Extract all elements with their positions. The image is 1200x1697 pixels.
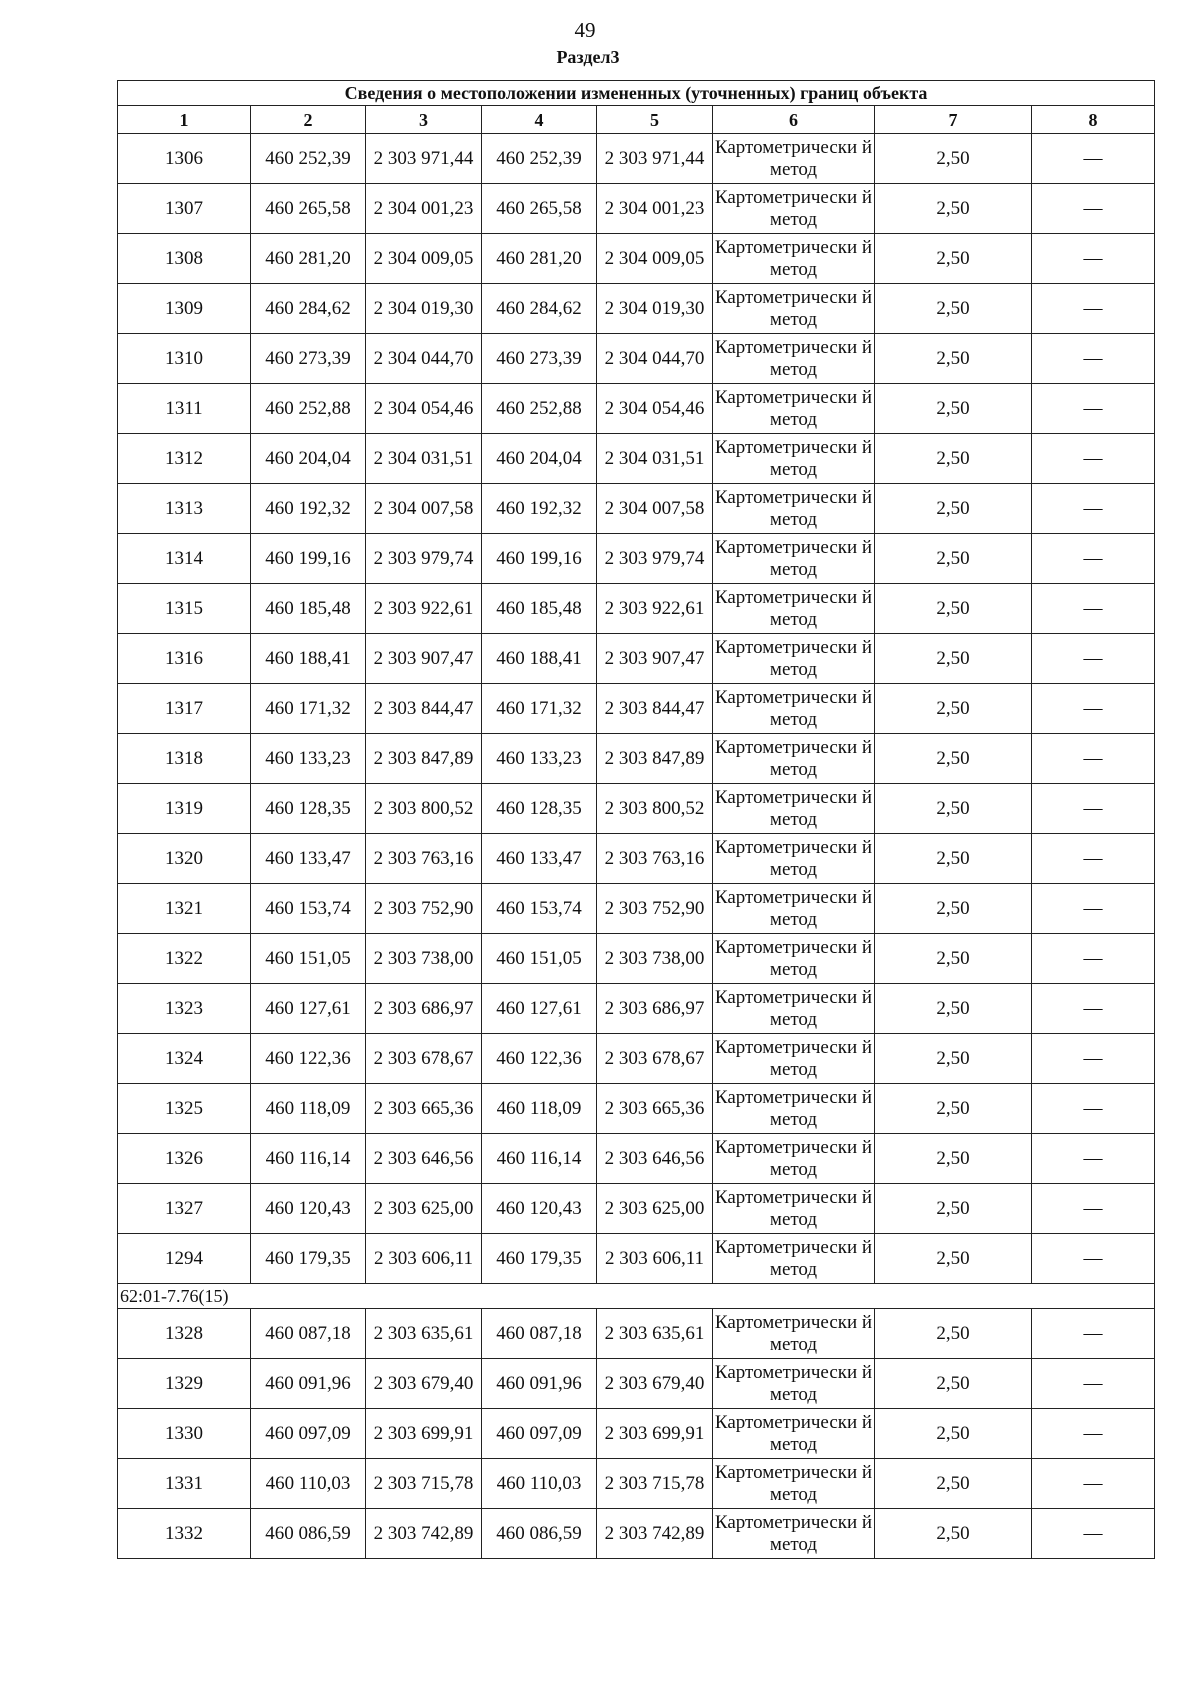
- table-row: [118, 284, 1155, 334]
- description-cell: —: [1032, 1309, 1155, 1359]
- point-number-cell: 1325: [118, 1084, 251, 1134]
- table-row: [118, 1359, 1155, 1409]
- old-x-cell: 460 128,35: [251, 784, 366, 834]
- point-number-cell: 1330: [118, 1409, 251, 1459]
- table-row: [118, 634, 1155, 684]
- accuracy-cell: 2,50: [875, 1234, 1032, 1284]
- table-row: [118, 134, 1155, 184]
- new-x-cell: 460 179,35: [482, 1234, 597, 1284]
- old-y-cell: 2 303 625,00: [366, 1184, 482, 1234]
- description-cell: —: [1032, 134, 1155, 184]
- old-x-cell: 460 116,14: [251, 1134, 366, 1184]
- accuracy-cell: 2,50: [875, 734, 1032, 784]
- accuracy-cell: 2,50: [875, 684, 1032, 734]
- table-body: [118, 81, 1155, 1559]
- method-cell: Картометрически й метод: [713, 134, 875, 184]
- method-cell: Картометрически й метод: [713, 234, 875, 284]
- accuracy-cell: 2,50: [875, 984, 1032, 1034]
- description-cell: —: [1032, 484, 1155, 534]
- description-cell: —: [1032, 1359, 1155, 1409]
- new-x-cell: 460 133,23: [482, 734, 597, 784]
- point-number-cell: 1329: [118, 1359, 251, 1409]
- description-cell: —: [1032, 784, 1155, 834]
- method-cell: Картометрически й метод: [713, 984, 875, 1034]
- accuracy-cell: 2,50: [875, 834, 1032, 884]
- description-cell: —: [1032, 934, 1155, 984]
- accuracy-cell: 2,50: [875, 534, 1032, 584]
- point-number-cell: 1322: [118, 934, 251, 984]
- old-x-cell: 460 265,58: [251, 184, 366, 234]
- method-cell: Картометрически й метод: [713, 884, 875, 934]
- old-y-cell: 2 303 635,61: [366, 1309, 482, 1359]
- old-x-cell: 460 133,23: [251, 734, 366, 784]
- old-y-cell: 2 303 665,36: [366, 1084, 482, 1134]
- table-row: [118, 734, 1155, 784]
- table-row: [118, 884, 1155, 934]
- method-cell: Картометрически й метод: [713, 1184, 875, 1234]
- table-row: [118, 784, 1155, 834]
- old-y-cell: 2 303 800,52: [366, 784, 482, 834]
- table-row: [118, 1134, 1155, 1184]
- old-x-cell: 460 110,03: [251, 1459, 366, 1509]
- table-row: [118, 234, 1155, 284]
- new-y-cell: 2 303 646,56: [597, 1134, 713, 1184]
- old-y-cell: 2 304 044,70: [366, 334, 482, 384]
- old-x-cell: 460 273,39: [251, 334, 366, 384]
- method-cell: Картометрически й метод: [713, 734, 875, 784]
- column-header: 3: [366, 106, 482, 134]
- method-cell: Картометрически й метод: [713, 434, 875, 484]
- column-header: 4: [482, 106, 597, 134]
- new-x-cell: 460 273,39: [482, 334, 597, 384]
- old-y-cell: 2 303 715,78: [366, 1459, 482, 1509]
- method-cell: Картометрически й метод: [713, 384, 875, 434]
- old-x-cell: 460 252,88: [251, 384, 366, 434]
- point-number-cell: 1310: [118, 334, 251, 384]
- old-y-cell: 2 303 678,67: [366, 1034, 482, 1084]
- description-cell: —: [1032, 984, 1155, 1034]
- section-title: Раздел3: [556, 47, 620, 67]
- new-x-cell: 460 151,05: [482, 934, 597, 984]
- point-number-cell: 1294: [118, 1234, 251, 1284]
- point-number-cell: 1324: [118, 1034, 251, 1084]
- accuracy-cell: 2,50: [875, 484, 1032, 534]
- new-y-cell: 2 303 699,91: [597, 1409, 713, 1459]
- new-x-cell: 460 188,41: [482, 634, 597, 684]
- old-x-cell: 460 087,18: [251, 1309, 366, 1359]
- method-cell: Картометрически й метод: [713, 834, 875, 884]
- table-row: [118, 1184, 1155, 1234]
- new-y-cell: 2 304 001,23: [597, 184, 713, 234]
- column-header: 1: [118, 106, 251, 134]
- accuracy-cell: 2,50: [875, 634, 1032, 684]
- old-x-cell: 460 091,96: [251, 1359, 366, 1409]
- new-x-cell: 460 284,62: [482, 284, 597, 334]
- accuracy-cell: 2,50: [875, 1084, 1032, 1134]
- new-y-cell: 2 303 752,90: [597, 884, 713, 934]
- new-x-cell: 460 204,04: [482, 434, 597, 484]
- method-cell: Картометрически й метод: [713, 1359, 875, 1409]
- table-row: [118, 584, 1155, 634]
- point-number-cell: 1308: [118, 234, 251, 284]
- method-cell: Картометрически й метод: [713, 1459, 875, 1509]
- new-y-cell: 2 303 922,61: [597, 584, 713, 634]
- method-cell: Картометрически й метод: [713, 534, 875, 584]
- old-y-cell: 2 303 738,00: [366, 934, 482, 984]
- accuracy-cell: 2,50: [875, 1309, 1032, 1359]
- parcel-label-row: [118, 1284, 1155, 1309]
- table-row: [118, 484, 1155, 534]
- method-cell: Картометрически й метод: [713, 934, 875, 984]
- new-x-cell: 460 120,43: [482, 1184, 597, 1234]
- old-y-cell: 2 303 979,74: [366, 534, 482, 584]
- method-cell: Картометрически й метод: [713, 334, 875, 384]
- method-cell: Картометрически й метод: [713, 1509, 875, 1559]
- new-y-cell: 2 303 800,52: [597, 784, 713, 834]
- column-header: 5: [597, 106, 713, 134]
- method-cell: Картометрически й метод: [713, 484, 875, 534]
- old-x-cell: 460 252,39: [251, 134, 366, 184]
- table-caption: Сведения о местоположении измененных (уточненных) границ объекта: [118, 81, 1155, 106]
- point-number-cell: 1313: [118, 484, 251, 534]
- point-number-cell: 1327: [118, 1184, 251, 1234]
- description-cell: —: [1032, 534, 1155, 584]
- accuracy-cell: 2,50: [875, 1459, 1032, 1509]
- accuracy-cell: 2,50: [875, 1409, 1032, 1459]
- description-cell: —: [1032, 184, 1155, 234]
- table-row: [118, 684, 1155, 734]
- accuracy-cell: 2,50: [875, 134, 1032, 184]
- old-x-cell: 460 153,74: [251, 884, 366, 934]
- new-x-cell: 460 185,48: [482, 584, 597, 634]
- new-y-cell: 2 303 665,36: [597, 1084, 713, 1134]
- method-cell: Картометрически й метод: [713, 784, 875, 834]
- new-y-cell: 2 304 007,58: [597, 484, 713, 534]
- old-x-cell: 460 192,32: [251, 484, 366, 534]
- point-number-cell: 1307: [118, 184, 251, 234]
- description-cell: —: [1032, 284, 1155, 334]
- method-cell: Картометрически й метод: [713, 1234, 875, 1284]
- old-y-cell: 2 304 054,46: [366, 384, 482, 434]
- new-y-cell: 2 304 031,51: [597, 434, 713, 484]
- accuracy-cell: 2,50: [875, 1034, 1032, 1084]
- point-number-cell: 1328: [118, 1309, 251, 1359]
- table-row: [118, 334, 1155, 384]
- new-x-cell: 460 252,39: [482, 134, 597, 184]
- old-x-cell: 460 199,16: [251, 534, 366, 584]
- accuracy-cell: 2,50: [875, 334, 1032, 384]
- new-y-cell: 2 304 044,70: [597, 334, 713, 384]
- column-header: 2: [251, 106, 366, 134]
- table-row: [118, 434, 1155, 484]
- parcel-label: 62:01-7.76(15): [118, 1284, 1155, 1309]
- description-cell: —: [1032, 584, 1155, 634]
- new-x-cell: 460 097,09: [482, 1409, 597, 1459]
- description-cell: —: [1032, 434, 1155, 484]
- point-number-cell: 1320: [118, 834, 251, 884]
- new-y-cell: 2 303 907,47: [597, 634, 713, 684]
- old-y-cell: 2 304 001,23: [366, 184, 482, 234]
- new-x-cell: 460 122,36: [482, 1034, 597, 1084]
- description-cell: —: [1032, 1134, 1155, 1184]
- table-row: [118, 1234, 1155, 1284]
- new-x-cell: 460 153,74: [482, 884, 597, 934]
- table-row: [118, 1084, 1155, 1134]
- description-cell: —: [1032, 1234, 1155, 1284]
- description-cell: —: [1032, 684, 1155, 734]
- new-y-cell: 2 303 763,16: [597, 834, 713, 884]
- old-y-cell: 2 303 606,11: [366, 1234, 482, 1284]
- table-row: [118, 1409, 1155, 1459]
- description-cell: —: [1032, 334, 1155, 384]
- new-x-cell: 460 110,03: [482, 1459, 597, 1509]
- old-y-cell: 2 303 646,56: [366, 1134, 482, 1184]
- point-number-cell: 1316: [118, 634, 251, 684]
- method-cell: Картометрически й метод: [713, 1084, 875, 1134]
- old-x-cell: 460 151,05: [251, 934, 366, 984]
- new-x-cell: 460 281,20: [482, 234, 597, 284]
- method-cell: Картометрически й метод: [713, 1409, 875, 1459]
- old-y-cell: 2 303 847,89: [366, 734, 482, 784]
- new-y-cell: 2 303 686,97: [597, 984, 713, 1034]
- new-x-cell: 460 252,88: [482, 384, 597, 434]
- description-cell: —: [1032, 1034, 1155, 1084]
- table-row: [118, 984, 1155, 1034]
- old-y-cell: 2 303 844,47: [366, 684, 482, 734]
- accuracy-cell: 2,50: [875, 434, 1032, 484]
- accuracy-cell: 2,50: [875, 384, 1032, 434]
- method-cell: Картометрически й метод: [713, 684, 875, 734]
- description-cell: —: [1032, 1184, 1155, 1234]
- old-x-cell: 460 171,32: [251, 684, 366, 734]
- table-row: [118, 384, 1155, 434]
- point-number-cell: 1323: [118, 984, 251, 1034]
- old-y-cell: 2 304 019,30: [366, 284, 482, 334]
- method-cell: Картометрически й метод: [713, 584, 875, 634]
- new-y-cell: 2 303 847,89: [597, 734, 713, 784]
- new-x-cell: 460 171,32: [482, 684, 597, 734]
- point-number-cell: 1311: [118, 384, 251, 434]
- method-cell: Картометрически й метод: [713, 184, 875, 234]
- new-y-cell: 2 303 678,67: [597, 1034, 713, 1084]
- new-y-cell: 2 304 054,46: [597, 384, 713, 434]
- point-number-cell: 1326: [118, 1134, 251, 1184]
- table-caption-row: [118, 81, 1155, 106]
- table-row: [118, 184, 1155, 234]
- new-y-cell: 2 303 635,61: [597, 1309, 713, 1359]
- accuracy-cell: 2,50: [875, 1184, 1032, 1234]
- column-header-row: [118, 106, 1155, 134]
- accuracy-cell: 2,50: [875, 934, 1032, 984]
- old-x-cell: 460 086,59: [251, 1509, 366, 1559]
- new-y-cell: 2 304 009,05: [597, 234, 713, 284]
- new-x-cell: 460 127,61: [482, 984, 597, 1034]
- point-number-cell: 1332: [118, 1509, 251, 1559]
- method-cell: Картометрически й метод: [713, 1034, 875, 1084]
- old-y-cell: 2 304 007,58: [366, 484, 482, 534]
- description-cell: —: [1032, 1509, 1155, 1559]
- new-x-cell: 460 128,35: [482, 784, 597, 834]
- table-row: [118, 534, 1155, 584]
- new-y-cell: 2 303 738,00: [597, 934, 713, 984]
- point-number-cell: 1312: [118, 434, 251, 484]
- new-y-cell: 2 304 019,30: [597, 284, 713, 334]
- old-y-cell: 2 304 031,51: [366, 434, 482, 484]
- method-cell: Картометрически й метод: [713, 1309, 875, 1359]
- new-y-cell: 2 303 715,78: [597, 1459, 713, 1509]
- new-y-cell: 2 303 679,40: [597, 1359, 713, 1409]
- description-cell: —: [1032, 834, 1155, 884]
- new-x-cell: 460 192,32: [482, 484, 597, 534]
- new-y-cell: 2 303 742,89: [597, 1509, 713, 1559]
- point-number-cell: 1314: [118, 534, 251, 584]
- point-number-cell: 1317: [118, 684, 251, 734]
- description-cell: —: [1032, 634, 1155, 684]
- old-x-cell: 460 179,35: [251, 1234, 366, 1284]
- column-header: 8: [1032, 106, 1155, 134]
- old-y-cell: 2 303 679,40: [366, 1359, 482, 1409]
- old-y-cell: 2 303 686,97: [366, 984, 482, 1034]
- old-x-cell: 460 284,62: [251, 284, 366, 334]
- old-y-cell: 2 303 922,61: [366, 584, 482, 634]
- table-row: [118, 934, 1155, 984]
- new-y-cell: 2 303 844,47: [597, 684, 713, 734]
- method-cell: Картометрически й метод: [713, 634, 875, 684]
- old-x-cell: 460 133,47: [251, 834, 366, 884]
- point-number-cell: 1309: [118, 284, 251, 334]
- old-y-cell: 2 303 699,91: [366, 1409, 482, 1459]
- description-cell: —: [1032, 384, 1155, 434]
- point-number-cell: 1306: [118, 134, 251, 184]
- old-y-cell: 2 303 742,89: [366, 1509, 482, 1559]
- old-y-cell: 2 303 907,47: [366, 634, 482, 684]
- accuracy-cell: 2,50: [875, 234, 1032, 284]
- table-row: [118, 1034, 1155, 1084]
- description-cell: —: [1032, 1409, 1155, 1459]
- new-y-cell: 2 303 979,74: [597, 534, 713, 584]
- description-cell: —: [1032, 884, 1155, 934]
- point-number-cell: 1319: [118, 784, 251, 834]
- point-number-cell: 1331: [118, 1459, 251, 1509]
- old-x-cell: 460 122,36: [251, 1034, 366, 1084]
- description-cell: —: [1032, 734, 1155, 784]
- old-x-cell: 460 127,61: [251, 984, 366, 1034]
- column-header: 6: [713, 106, 875, 134]
- table-row: [118, 1309, 1155, 1359]
- description-cell: —: [1032, 1459, 1155, 1509]
- old-x-cell: 460 281,20: [251, 234, 366, 284]
- table-row: [118, 1509, 1155, 1559]
- new-x-cell: 460 118,09: [482, 1084, 597, 1134]
- accuracy-cell: 2,50: [875, 884, 1032, 934]
- table-row: [118, 1459, 1155, 1509]
- old-y-cell: 2 303 763,16: [366, 834, 482, 884]
- new-x-cell: 460 086,59: [482, 1509, 597, 1559]
- new-y-cell: 2 303 625,00: [597, 1184, 713, 1234]
- accuracy-cell: 2,50: [875, 284, 1032, 334]
- accuracy-cell: 2,50: [875, 184, 1032, 234]
- old-y-cell: 2 303 752,90: [366, 884, 482, 934]
- old-x-cell: 460 120,43: [251, 1184, 366, 1234]
- accuracy-cell: 2,50: [875, 1134, 1032, 1184]
- table-row: [118, 834, 1155, 884]
- accuracy-cell: 2,50: [875, 584, 1032, 634]
- point-number-cell: 1318: [118, 734, 251, 784]
- page-number: 49: [574, 18, 596, 42]
- old-y-cell: 2 304 009,05: [366, 234, 482, 284]
- description-cell: —: [1032, 1084, 1155, 1134]
- new-x-cell: 460 116,14: [482, 1134, 597, 1184]
- point-number-cell: 1321: [118, 884, 251, 934]
- new-x-cell: 460 265,58: [482, 184, 597, 234]
- method-cell: Картометрически й метод: [713, 1134, 875, 1184]
- method-cell: Картометрически й метод: [713, 284, 875, 334]
- old-x-cell: 460 204,04: [251, 434, 366, 484]
- new-x-cell: 460 133,47: [482, 834, 597, 884]
- new-x-cell: 460 091,96: [482, 1359, 597, 1409]
- new-y-cell: 2 303 606,11: [597, 1234, 713, 1284]
- description-cell: —: [1032, 234, 1155, 284]
- new-y-cell: 2 303 971,44: [597, 134, 713, 184]
- old-x-cell: 460 188,41: [251, 634, 366, 684]
- old-x-cell: 460 118,09: [251, 1084, 366, 1134]
- coordinates-table: [117, 80, 1155, 1559]
- old-y-cell: 2 303 971,44: [366, 134, 482, 184]
- accuracy-cell: 2,50: [875, 1509, 1032, 1559]
- column-header: 7: [875, 106, 1032, 134]
- new-x-cell: 460 087,18: [482, 1309, 597, 1359]
- old-x-cell: 460 185,48: [251, 584, 366, 634]
- accuracy-cell: 2,50: [875, 1359, 1032, 1409]
- accuracy-cell: 2,50: [875, 784, 1032, 834]
- new-x-cell: 460 199,16: [482, 534, 597, 584]
- point-number-cell: 1315: [118, 584, 251, 634]
- old-x-cell: 460 097,09: [251, 1409, 366, 1459]
